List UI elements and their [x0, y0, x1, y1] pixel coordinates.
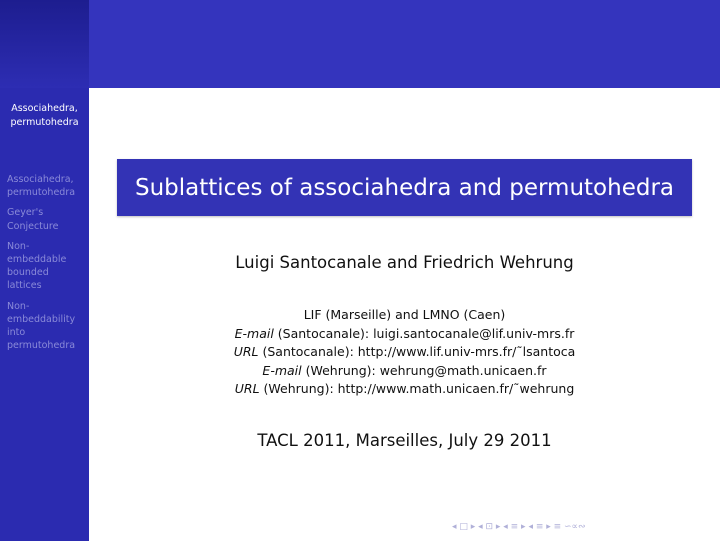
sidebar-item-geyer[interactable] — [7, 206, 87, 232]
sidebar-item-label: permutohedra — [7, 187, 76, 199]
sidebar-item-label: into — [7, 327, 26, 339]
affiliation-block — [89, 306, 720, 399]
url-label: URL — [233, 344, 259, 359]
slide-title: Sublattices of associahedra and permutohedra — [134, 174, 675, 201]
navigation-icons[interactable]: ◂ □ ▸ ◂ ⊡ ▸ ◂ ≡ ▸ ◂ ≡ ▸ ≡ ∽∝∾ — [452, 522, 586, 532]
sidebar-item-non-embeddability[interactable] — [7, 300, 87, 353]
url-line-santocanale — [89, 343, 720, 362]
authors: Luigi Santocanale and Friedrich Wehrung — [235, 253, 574, 272]
slide-title-box — [117, 159, 692, 216]
sidebar-nav — [7, 173, 87, 359]
sidebar-item-label: Non- — [7, 240, 30, 252]
sidebar-item-label: embeddability — [7, 313, 76, 325]
url-label: URL — [234, 381, 260, 396]
sidebar-item-associahedra[interactable] — [7, 173, 87, 199]
email-line-santocanale — [89, 325, 720, 344]
conference-line: TACL 2011, Marseilles, July 29 2011 — [257, 431, 552, 450]
sidebar-item-label: embeddable — [7, 254, 67, 266]
email-value[interactable]: (Wehrung): wehrung@math.unicaen.fr — [301, 362, 547, 378]
sidebar-item-label: lattices — [7, 280, 42, 292]
email-value[interactable]: (Santocanale): luigi.santocanale@lif.univ-mrs.fr — [273, 325, 575, 341]
sidebar-item-non-embeddable[interactable] — [7, 240, 87, 293]
sidebar-title[interactable] — [0, 102, 89, 130]
affiliation-line: LIF (Marseille) and LMNO (Caen) — [303, 307, 506, 322]
sidebar-title-line: permutohedra — [10, 117, 79, 128]
sidebar-item-label: bounded — [7, 267, 49, 279]
beamer-navigation-symbols[interactable] — [452, 520, 712, 534]
sidebar-item-label: permutohedra — [7, 340, 76, 352]
sidebar-title-line: Associahedra, — [11, 103, 78, 114]
email-label: E-mail — [262, 362, 302, 378]
sidebar-item-label: Geyer's — [7, 207, 44, 219]
sidebar-item-label: Associahedra, — [7, 174, 74, 185]
url-line-wehrung — [89, 380, 720, 399]
header-bar — [89, 0, 720, 88]
url-value[interactable]: (Wehrung): http://www.math.unicaen.fr/˜wehrung — [259, 381, 575, 396]
url-value[interactable]: (Santocanale): http://www.lif.univ-mrs.fr/˜lsantoca — [258, 344, 576, 359]
email-label: E-mail — [234, 325, 274, 341]
sidebar-item-label: Conjecture — [7, 220, 59, 232]
email-line-wehrung — [89, 362, 720, 381]
sidebar-item-label: Non- — [7, 300, 30, 312]
